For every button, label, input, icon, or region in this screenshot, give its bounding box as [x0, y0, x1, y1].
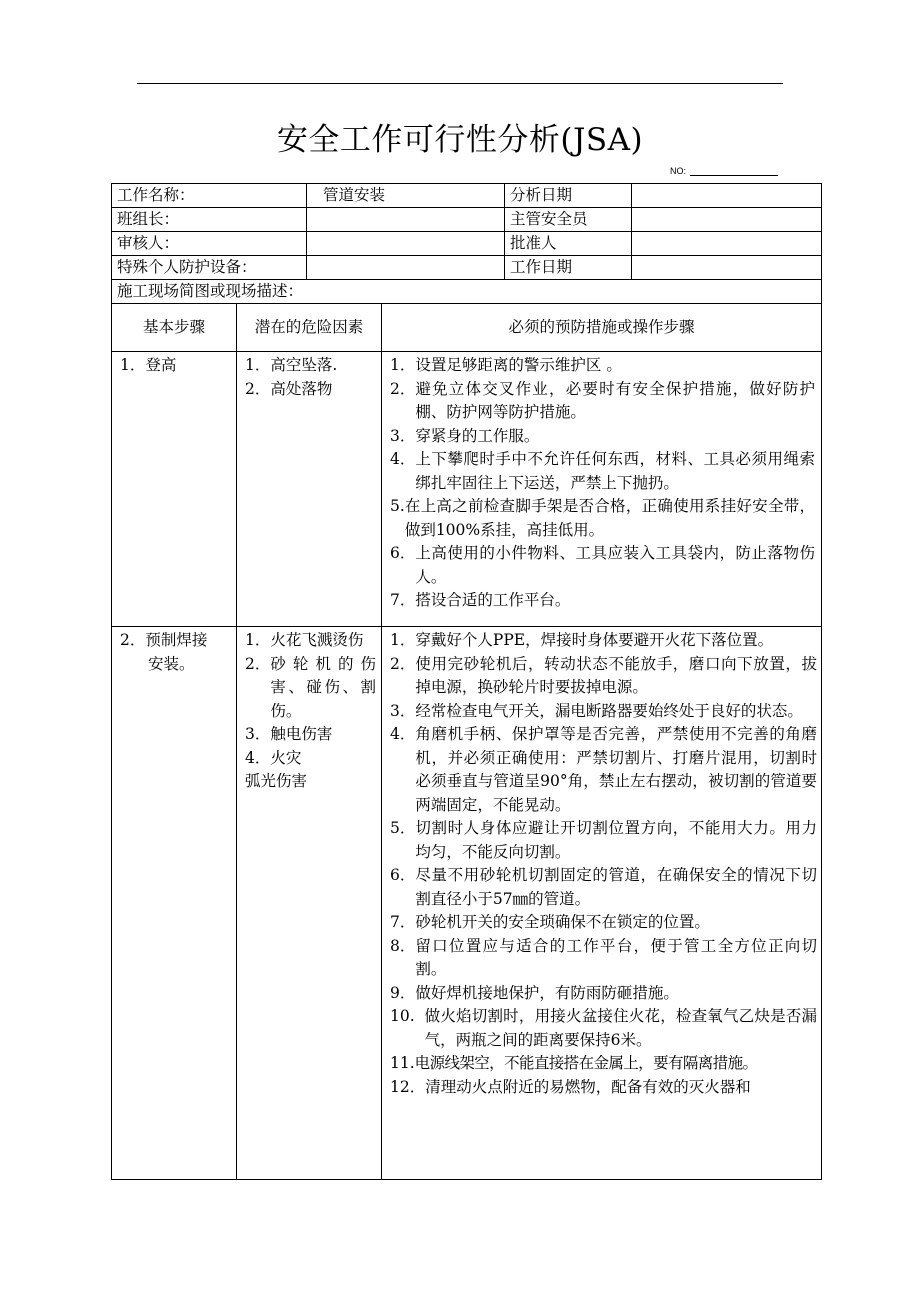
- jsa-table: [111, 183, 822, 1180]
- measure-item: [390, 1005, 817, 1052]
- measure-num: 1．: [390, 631, 416, 649]
- measure-item: [390, 1076, 817, 1100]
- hazard-num: 3．: [245, 725, 271, 743]
- hazards-cell-2: [237, 627, 382, 1180]
- measure-text: 做好焊机接地保护，有防雨防砸措施。: [415, 983, 679, 1002]
- hazard-num: 2．: [245, 654, 271, 673]
- measure-text: 电源线架空，不能直接搭在金属上，要有隔离措施。: [414, 1054, 758, 1072]
- measure-item: [390, 354, 815, 378]
- measure-item: [390, 935, 817, 982]
- col-header-hazards: 潜在的危险因素: [237, 304, 382, 352]
- site-description-label: 施工现场简图或现场描述：: [112, 280, 822, 304]
- measure-item: [390, 982, 817, 1006]
- hazard-item: [245, 354, 376, 378]
- section-row-1: [112, 352, 822, 627]
- job-name-value: 管道安装: [307, 184, 505, 208]
- measure-item: [390, 448, 815, 495]
- measure-num: 7．: [390, 913, 416, 931]
- measure-item: [390, 589, 815, 613]
- measure-text: 穿紧身的工作服。: [415, 426, 540, 445]
- analysis-date-value: [632, 184, 822, 208]
- safety-officer-value: [632, 208, 822, 232]
- measure-item: [390, 1052, 817, 1076]
- team-leader-label: 班组长：: [112, 208, 307, 232]
- measure-item: [390, 425, 815, 449]
- measures-cell-1: [382, 352, 822, 627]
- hazard-item: [245, 770, 376, 794]
- measure-item: [390, 629, 817, 653]
- hazard-item: [245, 723, 376, 747]
- measure-num: 4．: [390, 725, 416, 743]
- measure-text: 尽量不用砂轮机切割固定的管道，在确保安全的情况下切割直径小于57㎜的管道。: [415, 866, 818, 908]
- hazard-num: 4．: [245, 748, 271, 767]
- measure-text: 上下攀爬时手中不允许任何东西，材料、工具必须用绳索绑扎牢固往上下运送，严禁上下抛扔。: [415, 450, 816, 492]
- hazard-text: 砂轮机的伤害、碰伤、割伤。: [270, 654, 377, 720]
- document-number-label: NO:: [670, 166, 687, 176]
- info-row-reviewer: [112, 232, 822, 256]
- header-rule: [137, 83, 783, 84]
- job-name-label: 工作名称：: [112, 184, 307, 208]
- measure-text: 在上高之前检查脚手架是否合格，正确使用系挂好安全带，做到100%系挂，高挂低用。: [404, 497, 816, 539]
- measure-text: 搭设合适的工作平台。: [415, 591, 571, 609]
- column-header-row: [112, 304, 822, 352]
- step-cell-1: [112, 352, 237, 627]
- measure-num: 10.: [390, 1007, 415, 1025]
- measure-num: 7．: [390, 591, 416, 609]
- hazard-text: 高处落物: [270, 379, 333, 398]
- special-ppe-value: [307, 256, 505, 280]
- info-row-ppe: [112, 256, 822, 280]
- hazard-text: 触电伤害: [270, 725, 333, 743]
- measure-text: 角磨机手柄、保护罩等是否完善，严禁使用不完善的角磨机，并必须正确使用：严禁切割片、打磨片混用，切割时必须垂直与管道呈90°角，禁止左右摆动，被切割的管道要两端固定，不能晃动。: [415, 725, 818, 814]
- measure-num: 9．: [390, 983, 416, 1002]
- document-title: 安全工作可行性分析(JSA): [276, 122, 644, 158]
- measure-text: 做火焰切割时，用接火盆接住火花，检查氧气乙炔是否漏气，两瓶之间的距离要保持6米。: [424, 1007, 818, 1049]
- measure-item: [390, 653, 817, 700]
- measure-text: 留口位置应与适合的工作平台，便于管工全方位正向切割。: [415, 936, 818, 978]
- section-row-2: [112, 627, 822, 1180]
- measure-text: 穿戴好个人PPE，焊接时身体要避开火花下落位置。: [415, 631, 774, 649]
- measure-item: [390, 723, 817, 817]
- special-ppe-label: 特殊个人防护设备：: [112, 256, 307, 280]
- measure-num: 6．: [390, 544, 416, 562]
- measure-num: 4．: [390, 450, 416, 468]
- info-row-job-name: [112, 184, 822, 208]
- measure-num: 11.: [390, 1054, 415, 1072]
- measure-text: 切割时人身体应避让开切割位置方向，不能用大力。用力均匀，不能反向切割。: [415, 819, 818, 861]
- measure-num: 3．: [390, 701, 416, 720]
- approver-value: [632, 232, 822, 256]
- site-description-row: [112, 280, 822, 304]
- hazard-item: [245, 653, 376, 724]
- step-cell-2: [112, 627, 237, 1180]
- measure-text: 经常检查电气开关，漏电断路器要始终处于良好的状态。: [415, 701, 803, 720]
- hazard-num: 1．: [245, 356, 271, 374]
- measure-text: 设置足够距离的警示维护区 。: [415, 356, 622, 374]
- step-label-1: 1．登高: [120, 356, 177, 374]
- hazard-num: 2．: [245, 379, 271, 398]
- hazard-item: [245, 378, 376, 402]
- measure-num: 2．: [390, 654, 416, 673]
- safety-officer-label: 主管安全员: [505, 208, 632, 232]
- hazard-item: [245, 629, 376, 653]
- hazard-item: [245, 747, 376, 771]
- measure-num: 3．: [390, 426, 416, 445]
- hazard-num: 1．: [245, 631, 271, 649]
- document-number: [670, 166, 778, 176]
- analysis-date-label: 分析日期: [505, 184, 632, 208]
- measure-text: 上高使用的小件物料、工具应装入工具袋内，防止落物伤人。: [415, 544, 816, 586]
- measure-item: [390, 911, 817, 935]
- measures-cell-2: [382, 627, 822, 1180]
- info-row-team-leader: [112, 208, 822, 232]
- measure-text: 清理动火点附近的易燃物，配备有效的灭火器和: [425, 1077, 751, 1096]
- hazard-text: 火花飞溅烫伤: [270, 631, 364, 649]
- measure-text: 使用完砂轮机后，转动状态不能放手，磨口向下放置，拔掉电源，换砂轮片时要拔掉电源。: [415, 654, 818, 696]
- measure-text: 避免立体交叉作业，必要时有安全保护措施，做好防护棚、防护网等防护措施。: [415, 379, 816, 421]
- approver-label: 批准人: [505, 232, 632, 256]
- reviewer-label: 审核人：: [112, 232, 307, 256]
- measure-item: [390, 542, 815, 589]
- document-number-blank: [690, 167, 778, 176]
- measure-item: [390, 378, 815, 425]
- step-label-2: 2．预制焊接安装。: [120, 631, 208, 673]
- hazard-text: 弧光伤害: [245, 772, 308, 790]
- measure-item: [390, 864, 817, 911]
- measure-num: 2．: [390, 379, 416, 398]
- work-date-label: 工作日期: [505, 256, 632, 280]
- team-leader-value: [307, 208, 505, 232]
- measure-num: 5.: [390, 497, 405, 515]
- col-header-measures: 必须的预防措施或操作步骤: [382, 304, 822, 352]
- measure-num: 5．: [390, 819, 416, 837]
- measure-item: [390, 495, 815, 542]
- measure-text: 砂轮机开关的安全琐确保不在锁定的位置。: [415, 913, 710, 931]
- measure-num: 12．: [390, 1077, 426, 1096]
- hazard-text: 高空坠落.: [270, 356, 338, 374]
- reviewer-value: [307, 232, 505, 256]
- measure-num: 1．: [390, 356, 416, 374]
- col-header-steps: 基本步骤: [112, 304, 237, 352]
- measure-item: [390, 700, 817, 724]
- work-date-value: [632, 256, 822, 280]
- measure-item: [390, 817, 817, 864]
- measure-num: 6．: [390, 866, 416, 884]
- hazards-cell-1: [237, 352, 382, 627]
- hazard-text: 火灾: [270, 748, 302, 767]
- measure-num: 8．: [390, 936, 416, 955]
